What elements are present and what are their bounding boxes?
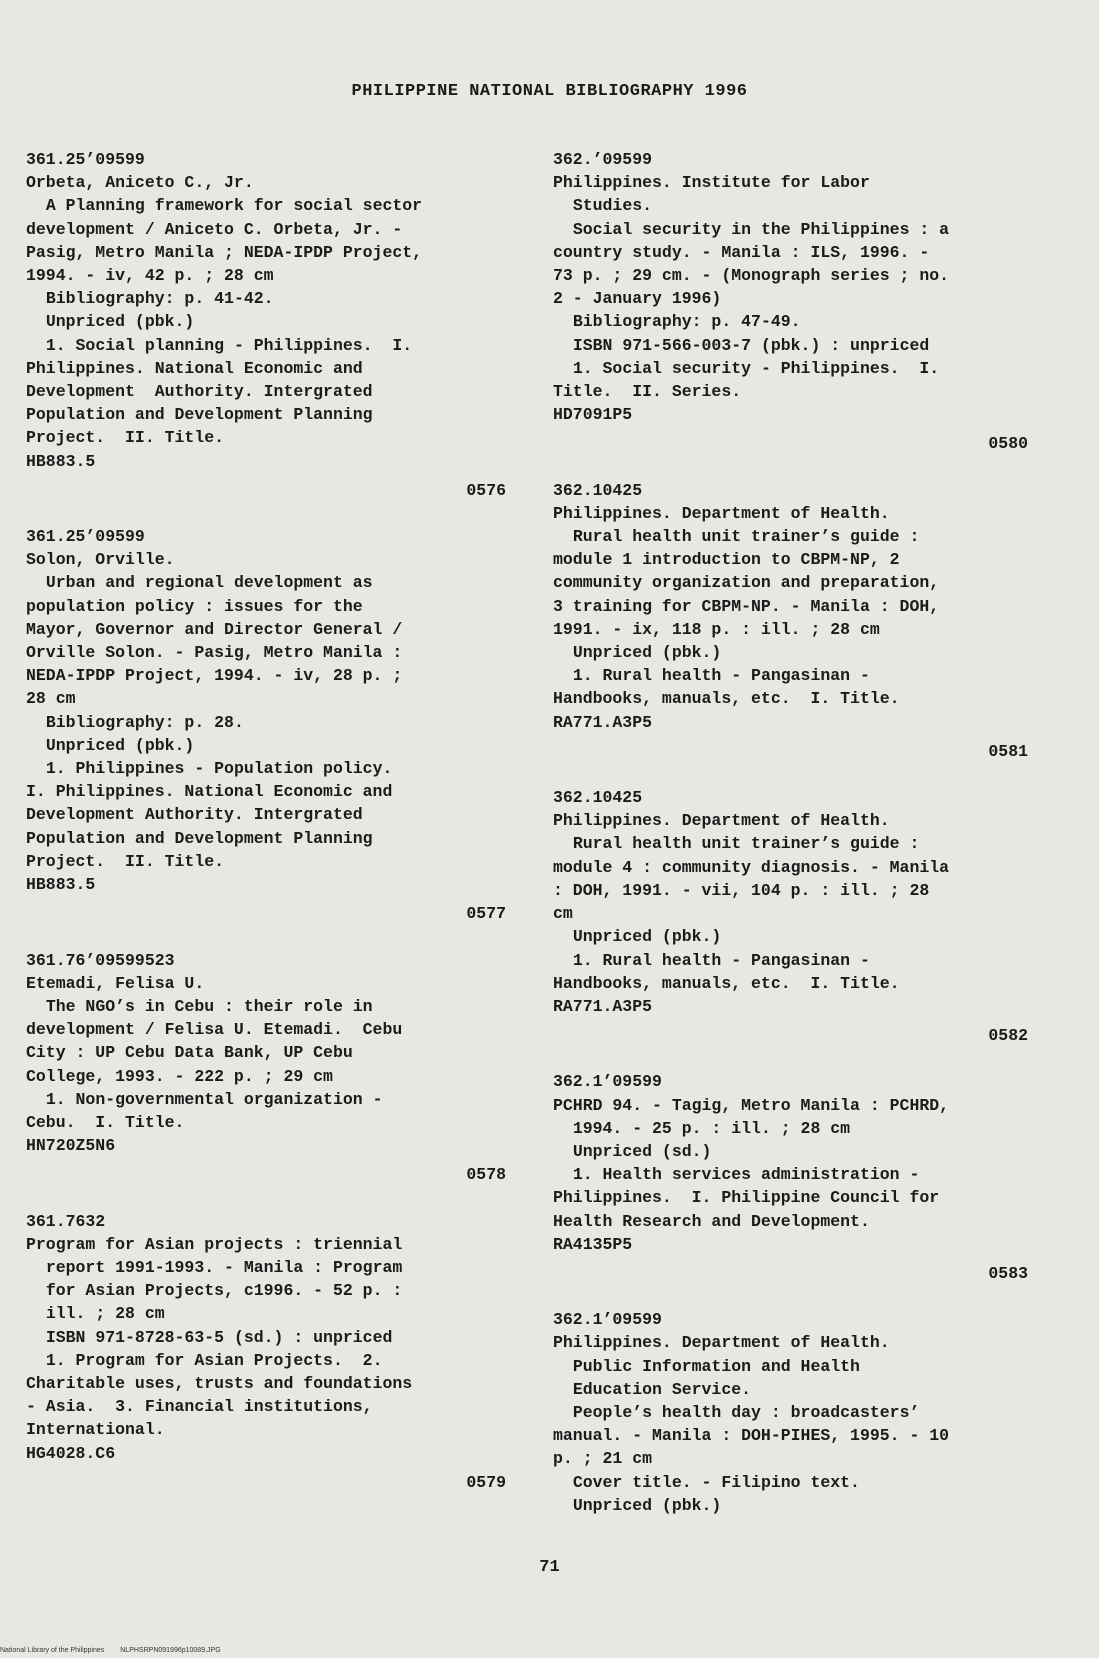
entry-line: A Planning framework for social sector [26,196,423,216]
catalog-entry [553,479,1048,763]
entry-line: Unpriced (sd.) [553,1141,712,1161]
entry-line: College, 1993. - 222 p. ; 29 cm [26,1066,333,1086]
entry-number: 0579 [466,1472,506,1492]
entry-line: RA771.A3P5 [553,712,653,732]
page-title: PHILIPPINE NATIONAL BIBLIOGRAPHY 1996 [351,82,748,101]
entry-line: Cover title. - Filipino text. [553,1472,860,1492]
entry-line: ISBN 971-8728-63-5 (sd.) : unpriced [26,1327,393,1347]
entry-line: International. [26,1420,165,1440]
entry-line: 3 training for CBPM-NP. - Manila : DOH, [553,596,940,616]
entry-line: 1. Program for Asian Projects. 2. [26,1350,383,1370]
footer-library: National Library of the Philippines [0,1647,105,1654]
entry-line: Orbeta, Aniceto C., Jr. [26,173,254,193]
right-column [553,148,1048,1517]
class-number: 361.7632 [26,1211,106,1231]
entry-separator [553,763,1048,786]
entry-line: HB883.5 [26,875,96,895]
entry-line: Unpriced (pbk.) [553,643,722,663]
entry-line: Development Authority. Intergrated [26,805,363,825]
entry-line: The NGO’s in Cebu : their role in [26,996,373,1016]
class-number: 361.25’09599 [26,150,145,169]
entry-line: City : UP Cebu Data Bank, UP Cebu [26,1043,353,1063]
entry-line: Unpriced (pbk.) [553,1495,722,1515]
page-number: 71 [539,1558,560,1577]
entry-line: Philippines. Department of Health. [553,1333,890,1353]
entry-separator [553,1047,1048,1070]
entry-line: 1. Health services administration - [553,1165,920,1185]
entry-line: country study. - Manila : ILS, 1996. - [553,242,930,262]
entry-line: People’s health day : broadcasters’ [553,1402,920,1422]
catalog-entry [26,949,526,1187]
entry-separator [26,502,526,525]
entry-line: 28 cm [26,689,76,709]
entry-line: community organization and preparation, [553,573,940,593]
entry-line: Philippines. National Economic and [26,358,363,378]
entry-line: Orville Solon. - Pasig, Metro Manila : [26,643,403,663]
entry-line: 1994. - iv, 42 p. ; 28 cm [26,266,274,286]
catalog-entry [553,1070,1048,1285]
entry-line: development / Aniceto C. Orbeta, Jr. - [26,219,403,239]
entry-line: Studies. [553,196,653,216]
entry-line: 1. Social security - Philippines. I. [553,358,940,378]
catalog-entry [26,1210,526,1494]
entry-line: Handbooks, manuals, etc. I. Title. [553,973,900,993]
class-number: 361.76’09599523 [26,950,175,970]
entry-number: 0582 [988,1026,1028,1046]
catalog-entry [553,148,1048,456]
entry-line: Handbooks, manuals, etc. I. Title. [553,689,900,709]
entry-line: 1. Social planning - Philippines. I. [26,335,413,355]
entry-number: 0576 [466,480,506,500]
entry-line: PCHRD 94. - Tagig, Metro Manila : PCHRD, [553,1095,950,1115]
catalog-entry [26,148,526,502]
entry-line: Education Service. [553,1379,752,1399]
entry-line: Pasig, Metro Manila ; NEDA-IPDP Project, [26,242,423,262]
entry-line: 1. Philippines - Population policy. [26,759,393,779]
entry-line: HD7091P5 [553,405,633,425]
entry-line: Bibliography: p. 47-49. [553,312,801,332]
entry-number: 0580 [988,434,1028,454]
entry-line: report 1991-1993. - Manila : Program [26,1257,403,1277]
entry-separator [553,1285,1048,1308]
entry-line: Solon, Orville. [26,550,175,570]
entry-line: Unpriced (pbk.) [26,312,195,332]
entry-line: Public Information and Health [553,1356,860,1376]
entry-line: 1991. - ix, 118 p. : ill. ; 28 cm [553,619,880,639]
entry-number: 0583 [988,1263,1028,1283]
entry-line: manual. - Manila : DOH-PIHES, 1995. - 10 [553,1426,950,1446]
entry-line: Population and Development Planning [26,828,373,848]
entry-line: NEDA-IPDP Project, 1994. - iv, 28 p. ; [26,666,403,686]
entry-line: 1. Rural health - Pangasinan - [553,950,870,970]
class-number: 362.10425 [553,480,643,500]
entry-line: p. ; 21 cm [553,1449,653,1469]
entry-line: Development Authority. Intergrated [26,382,373,402]
entry-line: Title. II. Series. [553,382,742,402]
entry-line: I. Philippines. National Economic and [26,782,393,802]
entry-line: module 4 : community diagnosis. - Manila [553,857,950,877]
entry-line: Social security in the Philippines : a [553,219,950,239]
entry-line: HB883.5 [26,451,96,471]
entry-line: ISBN 971-566-003-7 (pbk.) : unpriced [553,335,930,355]
left-column [26,148,526,1494]
entry-line: Program for Asian projects : triennial [26,1234,403,1254]
entry-line: Philippines. Institute for Labor [553,173,870,193]
class-number: 362.1’09599 [553,1072,662,1092]
entry-number: 0581 [988,741,1028,761]
entry-line: RA4135P5 [553,1234,633,1254]
scan-footer [0,1647,235,1654]
entry-separator [26,1187,526,1210]
catalog-entry [553,786,1048,1047]
catalog-entry [26,525,526,925]
entry-line: Mayor, Governor and Director General / [26,619,403,639]
entry-line: 1. Rural health - Pangasinan - [553,666,870,686]
entry-line: Philippines. Department of Health. [553,811,890,831]
footer-file: NLPHSRPN091996p10089.JPG [120,1647,221,1654]
entry-line: 2 - January 1996) [553,289,722,309]
entry-line: Population and Development Planning [26,405,373,425]
entry-line: Bibliography: p. 41-42. [26,289,274,309]
entry-line: Project. II. Title. [26,428,225,448]
entry-separator [26,926,526,949]
entry-line: ill. ; 28 cm [26,1304,165,1324]
entry-line: Rural health unit trainer’s guide : [553,527,920,547]
entry-line: population policy : issues for the [26,596,363,616]
entry-line: Philippines. I. Philippine Council for [553,1188,940,1208]
entry-line: 1. Non-governmental organization - [26,1089,383,1109]
entry-line: Unpriced (pbk.) [26,735,195,755]
entry-line: Rural health unit trainer’s guide : [553,834,920,854]
entry-line: development / Felisa U. Etemadi. Cebu [26,1020,403,1040]
entry-line: Urban and regional development as [26,573,373,593]
entry-line: 73 p. ; 29 cm. - (Monograph series ; no. [553,266,950,286]
entry-line: for Asian Projects, c1996. - 52 p. : [26,1281,403,1301]
class-number: 362.’09599 [553,150,653,169]
entry-line: Philippines. Department of Health. [553,503,890,523]
entry-line: Bibliography: p. 28. [26,712,244,732]
class-number: 362.1’09599 [553,1310,662,1330]
class-number: 361.25’09599 [26,527,145,547]
entry-line: HG4028.C6 [26,1443,116,1463]
entry-line: Health Research and Development. [553,1211,870,1231]
class-number: 362.10425 [553,788,643,808]
entry-line: : DOH, 1991. - vii, 104 p. : ill. ; 28 [553,880,930,900]
entry-line: HN720Z5N6 [26,1136,116,1156]
entry-line: cm [553,904,573,924]
entry-line: 1994. - 25 p. : ill. ; 28 cm [553,1118,851,1138]
entry-line: Project. II. Title. [26,851,225,871]
entry-line: - Asia. 3. Financial institutions, [26,1397,373,1417]
catalog-entry [553,1308,1048,1517]
entry-line: RA771.A3P5 [553,996,653,1016]
entry-line: Cebu. I. Title. [26,1112,185,1132]
entry-line: module 1 introduction to CBPM-NP, 2 [553,550,900,570]
entry-number: 0577 [466,904,506,924]
entry-line: Charitable uses, trusts and foundations [26,1373,413,1393]
entry-separator [553,456,1048,479]
entry-line: Etemadi, Felisa U. [26,973,205,993]
entry-line: Unpriced (pbk.) [553,927,722,947]
entry-number: 0578 [466,1165,506,1185]
